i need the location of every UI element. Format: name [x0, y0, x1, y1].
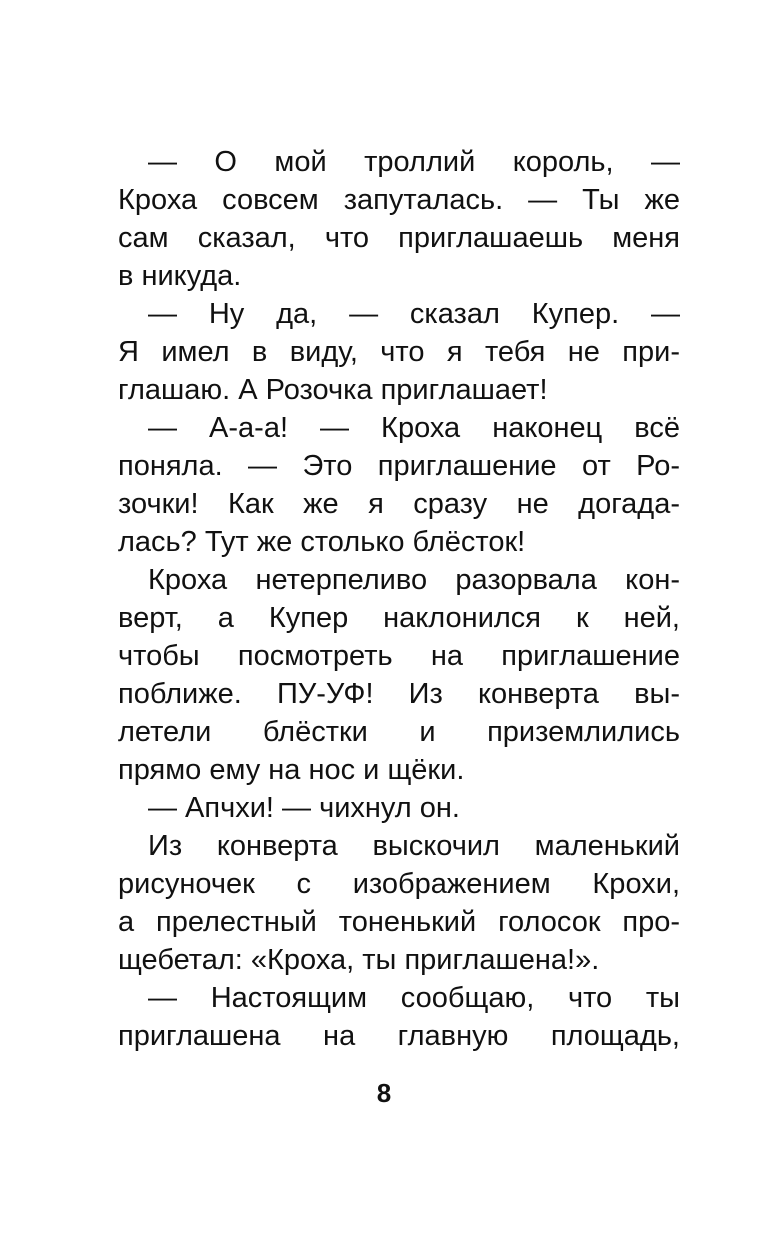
text-line: верт, а Купер наклонился к ней, — [118, 602, 680, 634]
text-line: сам сказал, что приглашаешь меня — [118, 222, 680, 254]
text-line: Из конверта выскочил маленький — [148, 830, 680, 862]
text-line: прямо ему на нос и щёки. — [118, 754, 465, 786]
page-number: 8 — [376, 1078, 392, 1108]
text-line: глашаю. А Розочка приглашает! — [118, 374, 548, 406]
text-line: щебетал: «Кроха, ты приглашена!». — [118, 944, 600, 976]
body-text — [118, 143, 680, 1055]
text-line: рисуночек с изображением Крохи, — [118, 868, 680, 900]
text-line: Я имел в виду, что я тебя не при- — [118, 336, 680, 368]
text-line: — А-а-а! — Кроха наконец всё — [148, 412, 680, 444]
text-line: — О мой троллий король, — — [148, 146, 680, 178]
text-line: чтобы посмотреть на приглашение — [118, 640, 680, 672]
text-line: — Настоящим сообщаю, что ты — [148, 982, 680, 1014]
text-line: — Апчхи! — чихнул он. — [148, 792, 460, 824]
text-line: поближе. ПУ-УФ! Из конверта вы- — [118, 678, 680, 710]
text-line: летели блёстки и приземлились — [118, 716, 680, 748]
text-line: зочки! Как же я сразу не догада- — [118, 488, 680, 520]
text-line: а прелестный тоненький голосок про- — [118, 906, 680, 938]
text-line: приглашена на главную площадь, — [118, 1020, 680, 1052]
text-line: поняла. — Это приглашение от Ро- — [118, 450, 680, 482]
text-line: в никуда. — [118, 260, 242, 292]
text-line: Кроха совсем запуталась. — Ты же — [118, 184, 680, 216]
text-line: лась? Тут же столько блёсток! — [118, 526, 526, 558]
text-line: — Ну да, — сказал Купер. — — [148, 298, 680, 330]
text-line: Кроха нетерпеливо разорвала кон- — [148, 564, 680, 596]
